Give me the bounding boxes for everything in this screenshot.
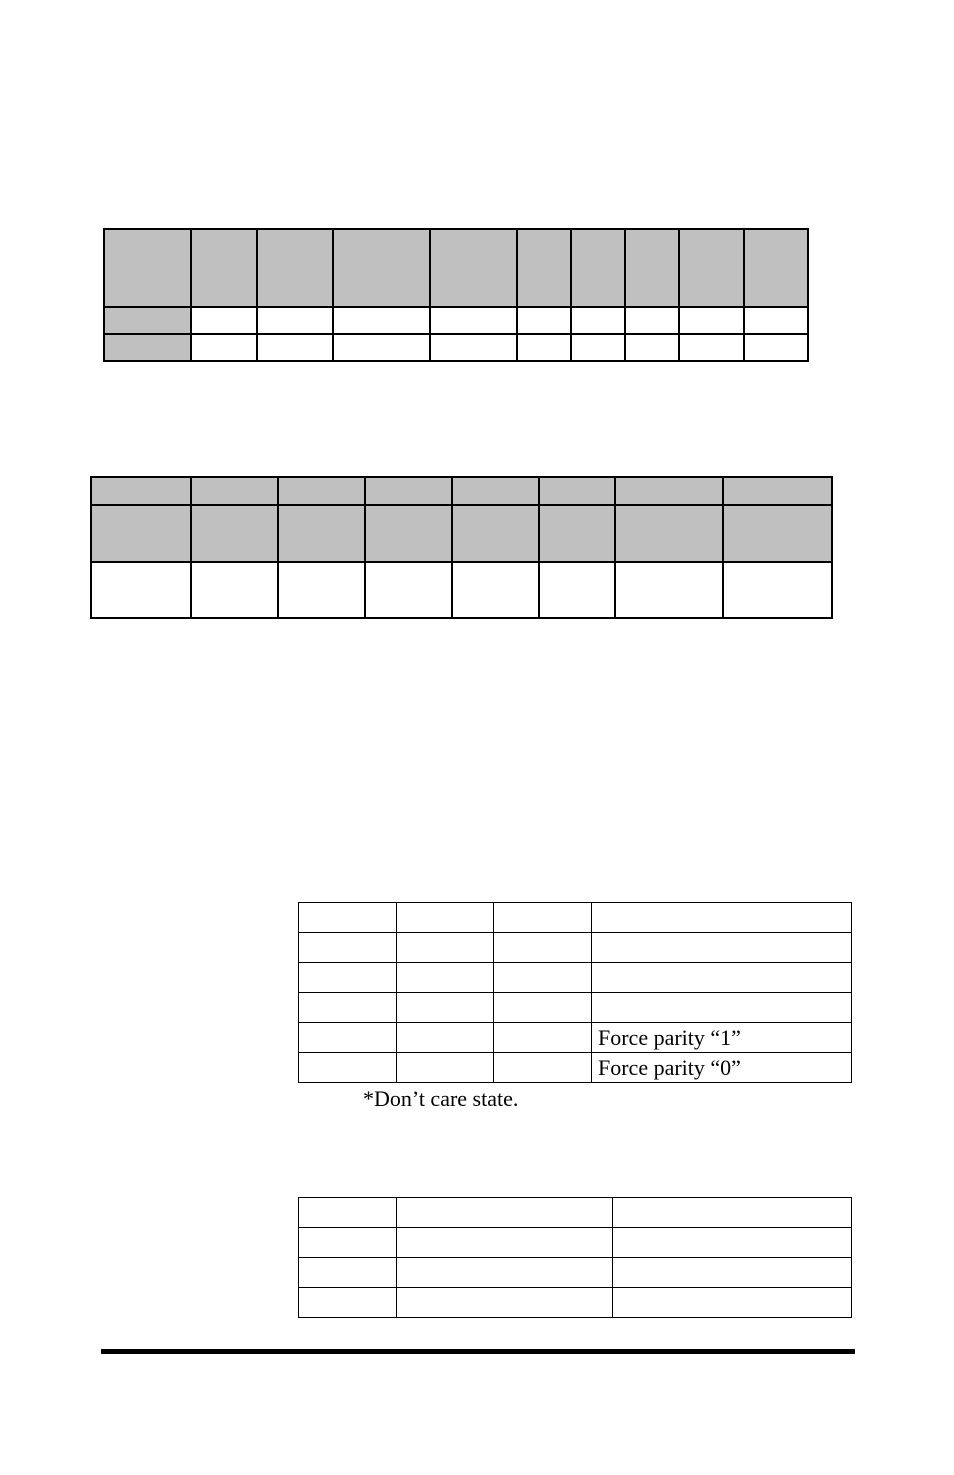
table-row <box>91 477 832 505</box>
table-row <box>104 307 808 334</box>
table-row <box>104 334 808 361</box>
parity-description: Force parity “1” <box>592 1023 852 1053</box>
parity-description <box>592 903 852 933</box>
table-row <box>299 903 852 933</box>
table-row <box>299 1228 852 1258</box>
table-row <box>299 1053 852 1083</box>
table-row <box>299 933 852 963</box>
table-row <box>91 562 832 618</box>
table-row <box>104 229 808 307</box>
parity-description <box>592 933 852 963</box>
footer-divider <box>101 1349 855 1354</box>
register-table-1 <box>103 228 809 362</box>
table-row <box>299 993 852 1023</box>
table-row <box>299 1288 852 1318</box>
parity-table <box>298 902 852 1083</box>
table-row <box>299 1023 852 1053</box>
table-row <box>299 1198 852 1228</box>
config-table <box>298 1197 852 1318</box>
table-row <box>91 505 832 562</box>
table-row <box>299 1258 852 1288</box>
parity-description: Force parity “0” <box>592 1053 852 1083</box>
parity-description <box>592 993 852 1023</box>
parity-description <box>592 963 852 993</box>
table-row <box>299 963 852 993</box>
dont-care-note: *Don’t care state. <box>363 1086 519 1111</box>
register-table-2 <box>90 476 833 619</box>
